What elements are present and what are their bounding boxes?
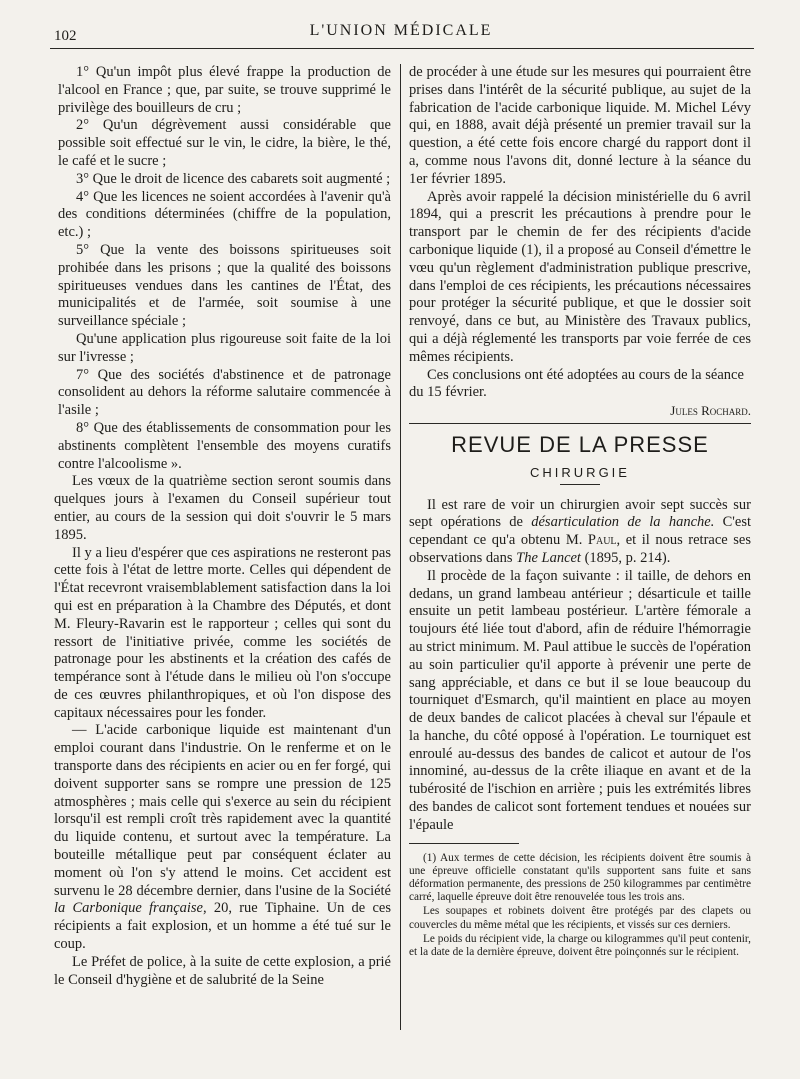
right-column [409,64,751,960]
paragraph [409,497,751,568]
journal-citation: The Lancet [516,549,581,566]
text-run: (1895, p. 214). [580,549,671,566]
subsection-rule [560,484,600,485]
footnote-rule [409,843,519,844]
section-title: REVUE DE LA PRESSE [451,431,709,457]
column-divider [400,64,401,1030]
section-rule [409,423,751,424]
quote-item: 2° Qu'un dégrèvement aussi considérable que possible soit effectué sur le vin, le cidre, la bière, le thé, le café et le sucre ; [58,117,391,169]
journal-title: L'UNION MÉDICALE [309,22,493,39]
footnote: Les soupapes et robinets doivent être protégés par des clapets ou couvercles du même métal que les récipients, et vissés sur ces derniers. [409,905,751,931]
paragraph: Il y a lieu d'espérer que ces aspirations ne resteront pas cette fois à l'état de lettre morte. Celles qui dépendent de l'État recevront vraisemblablement satisfaction dans la loi qui est en préparation à la Chambre des Députés, et dont M. Fleury-Ravarin est le rapporteur ; celles qui sont du ressort de l'initiative privée, comme les sociétés de patronage pour les abstinents et la création des cafés de tempérance sont à l'étude dans le milieu où l'on s'occupe de ces œuvres philanthropiques, et où l'on dispose des capitaux nécessaires pour les fonder. [54,544,391,721]
quote-item: 8° Que des établissements de consommation pour les abstinents complètent l'ensemble des moyens curatifs contre l'alcoolisme ». [58,419,391,472]
quote-item: 1° Qu'un impôt plus élevé frappe la production de l'alcool en France ; que, par suite, se trouve supprimé le privilège des bouilleurs de cru ; [58,64,391,116]
text-run: — L'acide carbonique liquide est maintenant d'un emploi courant dans l'industrie. On le renferme et on le transporte dans des récipients en acier ou en fer forgé, qui doivent supporter sans se rompre une pression de 125 atmosphères ; mais celle qui s'exerce au sein du récipient lorsqu'il est rempli croît très rapidement avec la quantité du liquide contenu, et surtout avec la température. La bouteille métallique peut par conséquent éclater au moment où l'on s'y attend le moins. Cet accident est survenu le 28 décembre dernier, dans l'usine de la Société [54,722,391,899]
paragraph: Le Préfet de police, à la suite de cette explosion, a prié le Conseil d'hygiène et de salubrité de la Seine [54,953,391,988]
page-header [50,22,752,44]
text-run: , 20, rue Tiphaine. Un de ces récipients a fait explosion, et un homme a été tué sur le coup. [54,900,391,953]
company-name: la Carbonique française [54,900,203,917]
subsection-title: CHIRURGIE [530,464,630,480]
quote-item: 4° Que les licences ne soient accordées à l'avenir qu'à des conditions déterminées (chiffre de la population, etc.) ; [58,188,391,241]
quote-item: 5° Que la vente des boissons spiritueuses soit prohibée dans les prisons ; que la qualité des boissons spiritueuses vendues dans les cantines de l'État, des municipalités et de l'armée, soit soumise à une surveillance spéciale ; [58,241,391,330]
footnote: (1) Aux termes de cette décision, les récipients doivent être soumis à une épreuve officielle constatant qu'ils supportent sans fuite et sans déformation permanente, des pressions de 250 kilogrammes par centimètre carré, laquelle épreuve doit être renouvelée tous les trois ans. [409,851,751,904]
text-run: Il est rare de voir un chirurgien avoir sept succès sur sept opérations de [409,496,751,531]
author-signature: Jules Rochard. [670,403,751,419]
left-column [54,64,391,989]
quote-item: Qu'une application plus rigoureuse soit faite de la loi sur l'ivresse ; [58,330,391,365]
paragraph: Il procède de la façon suivante : il taille, de dehors en dedans, un grand lambeau antérieur ; désarticule et taille ensuite un petit lambeau postérieur. L'artère fémorale a toujours été liée tout d'abord, afin de réduire l'hémorragie au strict minimum. M. Paul attibue le succès de l'opération au soin particulier qu'il apporte à prévenir une perte de sang appréciable, et dans ce but il se loue beaucoup du tourniquet d'Esmarch, qu'il maintient en place au moyen de deux bandes de calicot placées à cheval sur l'épaule et la hanche, du côté opposé à l'opération. Le tourniquet est enroulé au-dessus des bandes de calicot et autour de l'os innominé, au-dessus de la crête iliaque en avant et de la tubérosité de l'ischion en arrière ; puis les extrémités libres des bandes de calicot sont fortement tendues et nouées sur l'épaule [409,567,751,833]
surgeon-name: Paul [587,532,617,549]
text-run: , et il nous retrace ses observations dans [409,532,751,566]
header-rule [50,48,754,49]
text-run: C'est cependant ce qu'a obtenu M. [409,514,751,549]
quote-item: 7° Que des sociétés d'abstinence et de patronage consolident au dehors la réforme salutaire commencée à l'asile ; [58,366,391,419]
paragraph: Après avoir rappelé la décision ministérielle du 6 avril 1894, qui a prescrit les précautions à prendre pour le transport par le chemin de fer des récipients d'acide carbonique liquide (1), il a proposé au Conseil d'émettre le vœu qu'un règlement d'administration publique prescrive, dans l'emploi de ces récipients, les précautions nécessaires pour protéger la sécurité publique, et que le dossier soit renvoyé, dans ce but, au Ministère des Travaux publics, qui a déjà réglementé les transports par voie ferrée de ces mêmes récipients. [409,188,751,365]
paragraph: Les vœux de la quatrième section seront soumis dans quelques jours à l'examen du Conseil supérieur tout entier, au cours de la session qui doit s'ouvrir le 5 mars 1895. [54,473,391,543]
closing-line [409,367,751,403]
page-number: 102 [54,28,77,44]
paragraph: de procéder à une étude sur les mesures qui pourraient être prises dans l'intérêt de la sécurité publique, au sujet de la fabrication de l'acide carbonique liquide. M. Michel Lévy qui, en 1888, avait déjà présenté un premier travail sur la question, a été cette fois encore chargé du rapport dont il a, comme nous l'avons dit, donné lecture à la séance du 1er février 1895. [409,64,751,187]
paragraph: Ces conclusions ont été adoptées au cours de la séance du 15 février. [409,366,744,401]
paragraph [54,722,391,953]
quote-item: 3° Que le droit de licence des cabarets soit augmenté ; [76,170,391,187]
footnote: Le poids du récipient vide, la charge ou kilogrammes qu'il peut contenir, et la date de la dernière épreuve, doivent être poinçonnés sur le récipient. [409,932,751,959]
procedure-name: désarticulation de la hanche. [531,514,715,531]
footnotes [409,852,751,960]
